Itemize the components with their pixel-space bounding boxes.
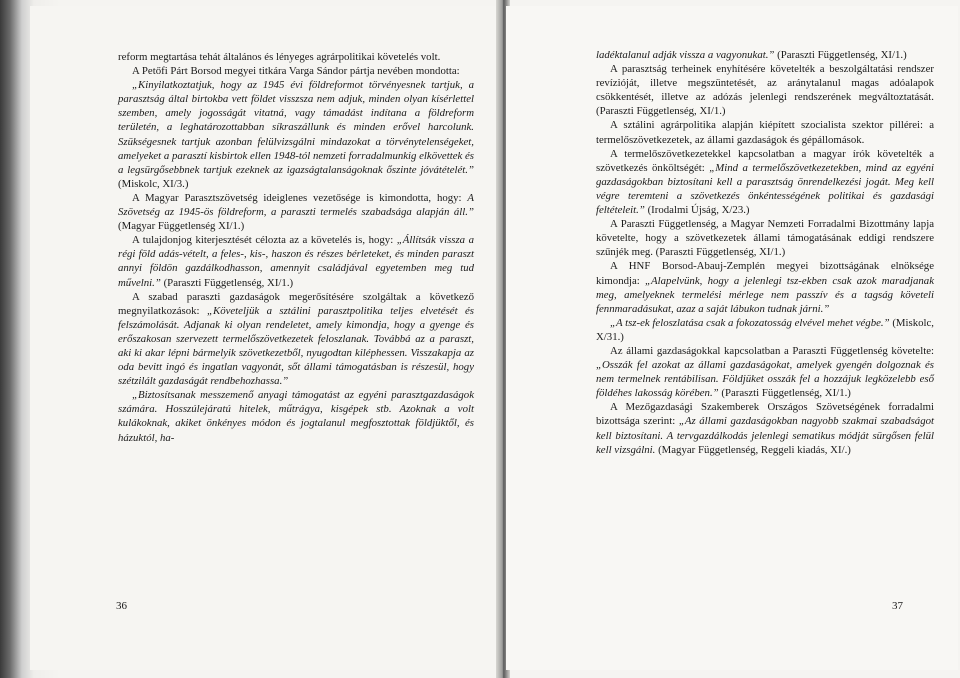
- text-run: (Paraszti Függetlenség, XI/1.): [718, 387, 851, 400]
- left-page-number: 36: [116, 600, 127, 612]
- right-page-text: [596, 48, 934, 457]
- text-run: (Miskolc, XI/3.): [118, 177, 189, 190]
- text-run: A sztálini agrárpolitika alapján kiépített szocialista szektor pillérei: a termelőszövetkezetek, az állami gazdaságok és gépállomások.: [596, 119, 934, 146]
- right-page: [506, 6, 958, 670]
- paragraph: [596, 344, 934, 400]
- text-run: A Magyar Parasztszövetség ideiglenes vezetősége is kimondotta, hogy:: [132, 191, 468, 204]
- paragraph: [596, 400, 934, 456]
- paragraph: [596, 62, 934, 118]
- quoted-text: „Követeljük a sztálini parasztpolitika teljes elvetését és felszámolását. Adjanak ki olyan rendeletet, amely kimondja, hogy a gyenge és erőszakosan szervezett termelőszövetkezetek feloszlanak. Továbbá az a paraszt, aki ki akar lépni bármelyik szövetkezetből, nyugodtan kiléphessen. Visszakapja az oda bevitt ingó és ingatlan vagyonát, sőt állami támogatásban is részesül, hogy szétzilált gazdaságát rendbehozhassa.”: [118, 304, 474, 388]
- quoted-text: „Az állami gazdaságokban nagyobb szakmai szabadságot kell biztosítani. A tervgazdálkodás jelenlegi sematikus módját sürgősen felül kell vizsgálni.: [596, 415, 935, 456]
- left-page: [30, 6, 500, 670]
- text-run: A Paraszti Függetlenség, a Magyar Nemzeti Forradalmi Bizottmány lapja követelte, hogy a szövetkezetek állami támogatásának eddigi rendszere szűnjék meg. (Paraszti Függetlenség, XI/1.): [596, 218, 934, 259]
- paragraph: [596, 316, 934, 344]
- quoted-text: A Szövetség az 1945-ös földreform, a paraszti termelés szabadsága alapján áll.”: [118, 191, 474, 219]
- paragraph: [118, 50, 474, 64]
- paragraph: [118, 78, 474, 191]
- text-run: A Petőfi Párt Borsod megyei titkára Varga Sándor pártja nevében mondotta:: [132, 65, 460, 78]
- text-run: (Paraszti Függetlenség, XI/1.): [774, 49, 907, 61]
- text-run: (Paraszti Függetlenség, XI/1.): [160, 276, 294, 289]
- text-run: (Magyar Függetlenség, Reggeli kiadás, XI/.): [655, 443, 851, 456]
- quoted-text: „Állítsák vissza a régi föld adás-vételt, a feles-, kis-, haszon és részes bérleteket, és minden paraszt annyi földön gazdálkodhasson, amennyit családjával egyetemben meg tud művelni.”: [118, 234, 474, 289]
- paragraph: [118, 233, 474, 289]
- text-run: A parasztság terheinek enyhítésére követelték a beszolgáltatási rendszer revízióját, illetve megszüntetését, az aránytalanul magas adóalapok csökkentését, illetve az adózás jelenlegi rendszerének megváltoztatását. (Paraszti Függetlenség, XI/1.): [596, 63, 934, 118]
- text-run: (Irodalmi Újság, X/23.): [644, 204, 750, 217]
- right-page-number: 37: [892, 600, 903, 612]
- paragraph: [118, 290, 474, 389]
- text-run: reform megtartása tehát általános és lényeges agrárpolitikai követelés volt.: [118, 51, 441, 63]
- quoted-text: „A tsz-ek feloszlatása csak a fokozatosság elvével mehet végbe.”: [610, 316, 890, 329]
- text-run: A Mezőgazdasági Szakemberek Országos Szövetségének forradalmi bizottsága szerint:: [596, 401, 934, 428]
- paragraph: [596, 217, 934, 259]
- quoted-text: „Osszák fel azokat az állami gazdaságokat, amelyek gyengén dolgoznak és nem termelnek rentábilisan. Földjüket osszák fel a hozzájuk legközelebb eső földéhes lakosság körében.”: [596, 359, 934, 400]
- text-run: A termelőszövetkezetekkel kapcsolatban a magyar írók követelték a szövetkezés önköltségét:: [596, 147, 934, 174]
- paragraph: [596, 147, 934, 217]
- text-run: (Magyar Függetlenség XI/1.): [118, 220, 245, 233]
- quoted-text: „Mind a termelőszövetkezetekben, mind az egyéni gazdaságokban biztosítani kell a parasztság önrendelkezési jogát. Meg kell végre teremteni a szövetkezés önkéntességének politikai és gazdasági feltételeit.”: [596, 161, 934, 217]
- paragraph: [118, 64, 474, 78]
- quoted-text: „Alapelvünk, hogy a jelenlegi tsz-ekben csak azok maradjanak meg, amelyeknek termelési mérlege nem passzív és a tagság követeli fennmaradásukat, azaz a saját lábukon tudnak járni.”: [596, 274, 934, 315]
- paragraph: [118, 388, 474, 444]
- left-page-text: [118, 50, 474, 445]
- text-run: A HNF Borsod-Abauj-Zemplén megyei bizottságának elnöksége kimondja:: [596, 260, 934, 287]
- paragraph: [118, 191, 474, 233]
- paragraph: [596, 48, 934, 62]
- text-run: A szabad paraszti gazdaságok megerősítésére szolgáltak a következő megnyilatkozások:: [118, 290, 474, 317]
- paragraph: [596, 259, 934, 315]
- quoted-text: ladéktalanul adják vissza a vagyonukat.”: [596, 49, 775, 61]
- text-run: (Miskolc, X/31.): [596, 316, 934, 343]
- quoted-text: „Kinyilatkoztatjuk, hogy az 1945 évi földreformot törvényesnek tartjuk, a parasztság által birtokba vett földet visszsza nem adjuk, minden olyan kísérlettel szemben, amely jogosságát vitatná, vagy támadást indítana a földreform területén, a leghatározottabban síkraszállunk és minden erővel harcolunk. Szükségesnek tartjuk azonban felülvizsgálni mindazokat a törvénytelenségeket, amelyeket a parasztí kisbirtok ellen 1948-tól nemzeti forradalmunkig elkövettek és a legsürgősebbnek tartjuk ezeknek az igazságtalanságoknak őszinte jóvátételét.”: [118, 79, 474, 176]
- text-run: Az állami gazdaságokkal kapcsolatban a Paraszti Függetlenség követelte:: [610, 344, 934, 357]
- text-run: A tulajdonjog kiterjesztését célozta az a követelés is, hogy:: [132, 234, 397, 247]
- paragraph: [596, 118, 934, 146]
- quoted-text: „Biztosítsanak messzemenő anyagi támogatást az egyéni parasztgazdaságok számára. Hosszúlejáratú hitelek, műtrágya, kisgépek stb. Azoknak a volt kulákoknak, akiket önkényes módon és jogtalanul megfosztottak földjüktől, és házuktól, ha-: [118, 389, 474, 444]
